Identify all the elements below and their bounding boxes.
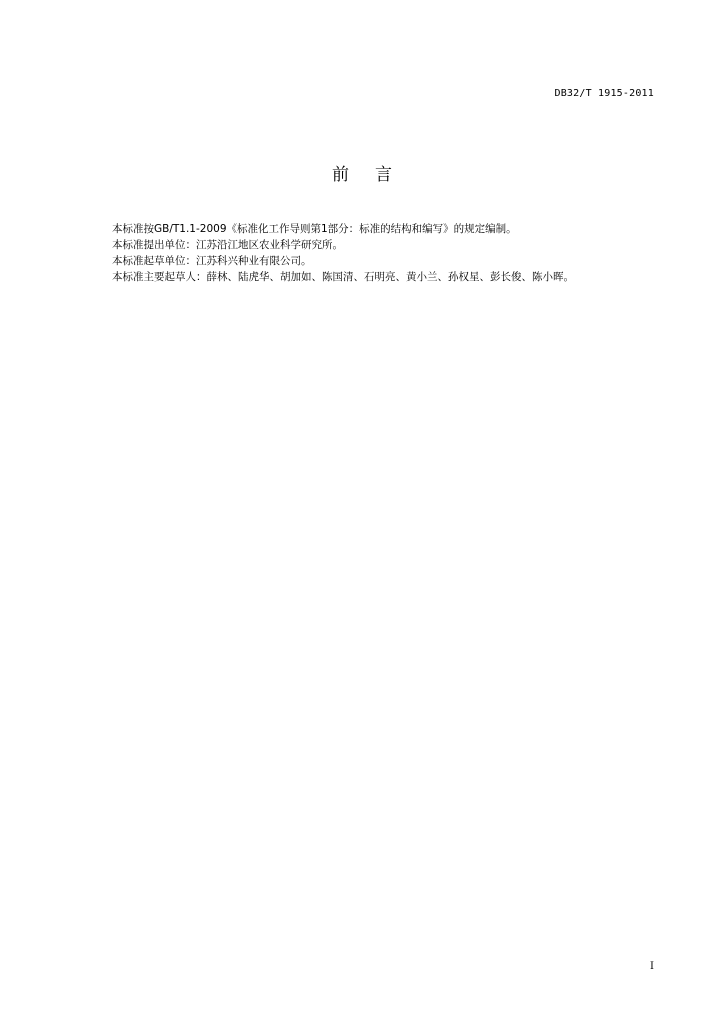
body-line-standard-basis: 本标准按GB/T1.1-2009《标准化工作导则第1部分：标准的结构和编写》的规定编制。 [112, 223, 517, 235]
body-line-drafting-unit: 本标准起草单位：江苏科兴种业有限公司。 [112, 255, 312, 267]
page-title [0, 160, 724, 185]
foreword-body [112, 221, 662, 285]
body-line-drafters: 本标准主要起草人：薛林、陆虎华、胡加如、陈国清、石明亮、黄小兰、孙权星、彭长俊、陈小晖。 [112, 271, 574, 283]
title-char-1: 前 [332, 165, 349, 185]
page-number: I [650, 961, 654, 972]
body-line-proposing-unit: 本标准提出单位：江苏沿江地区农业科学研究所。 [112, 239, 343, 251]
title-char-2: 言 [375, 165, 392, 185]
standard-code: DB32/T 1915-2011 [554, 88, 654, 99]
